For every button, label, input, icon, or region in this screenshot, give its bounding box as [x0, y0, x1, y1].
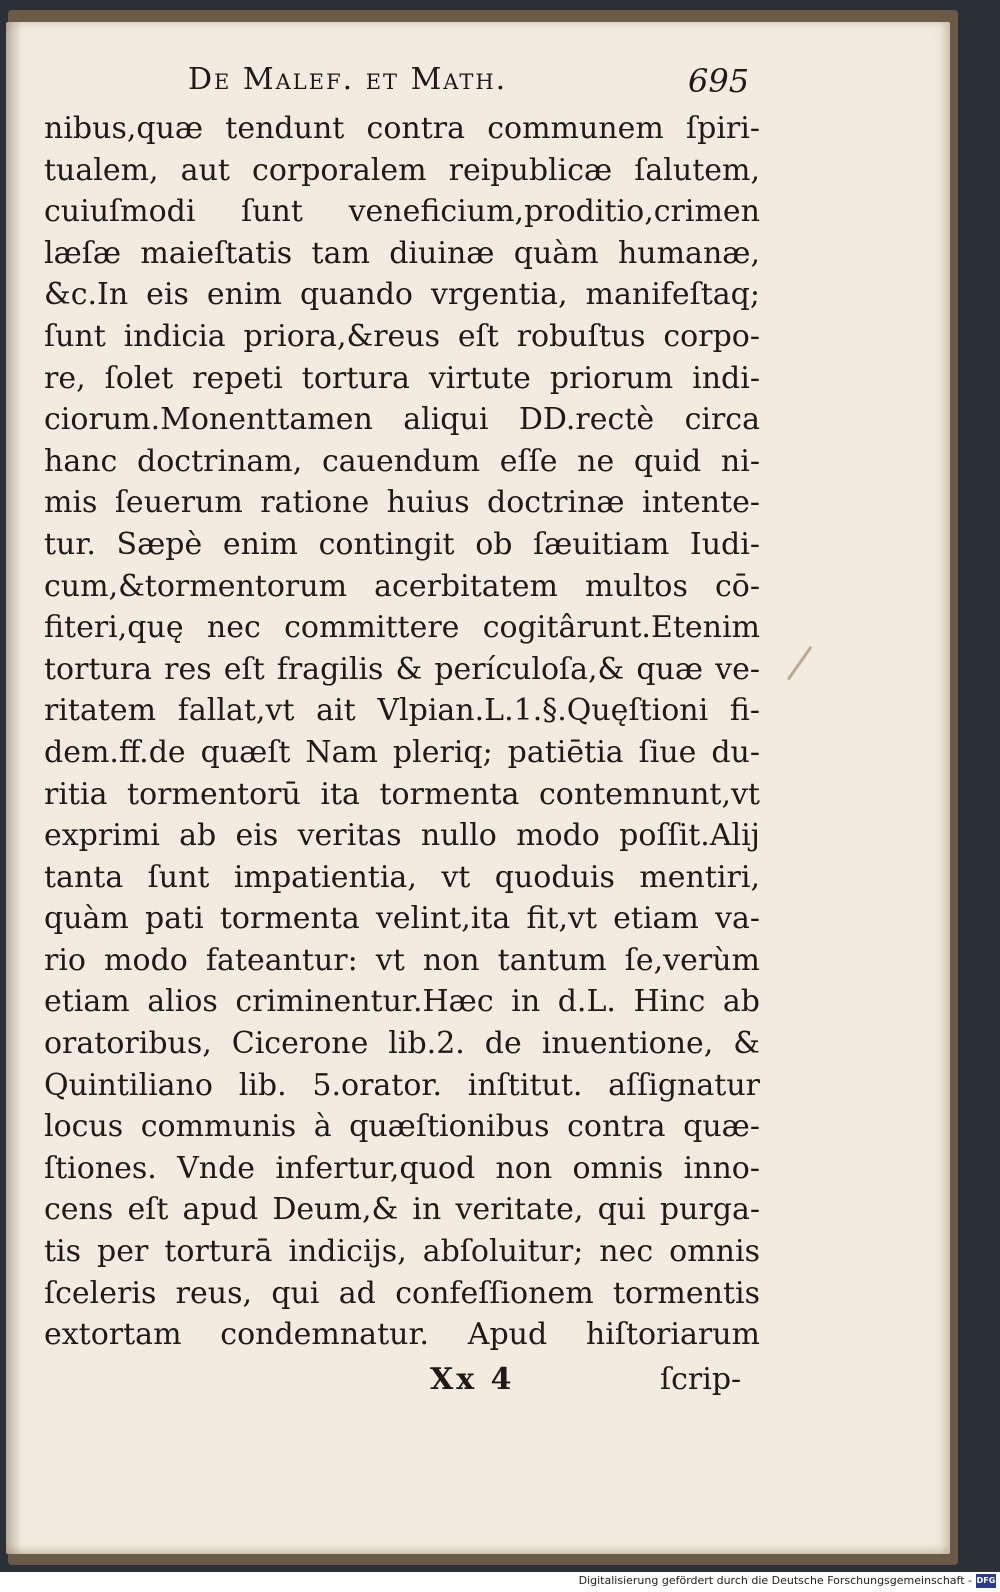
text-line: ritatem fallat,vt ait Vlpian.L.1.§.Quęſtioni fi- — [44, 693, 760, 729]
text-line: nibus,quæ tendunt contra communem ſpiri- — [44, 111, 760, 146]
catchword: ſcrip- — [660, 1362, 742, 1397]
text-line: Quintiliano lib. 5.orator. inſtitut. aſſignatur — [44, 1067, 760, 1103]
text-line: tortura res eſt fragilis & perículoſa,& quæ ve- — [44, 651, 760, 687]
text-line: etiam alios criminentur.Hæc in d.L. Hinc ab — [44, 984, 760, 1020]
text-line: ciorum.Monenttamen aliqui DD.rectè circa — [44, 402, 760, 438]
text-line: rio modo fateantur: vt non tantum ſe,verùm — [44, 942, 760, 978]
text-line: tualem, aut corporalem reipublicæ ſalutem, — [44, 152, 760, 188]
text-line: dem.ff.de quæſt Nam pleriq; patiētia ſiue du- — [44, 734, 760, 770]
text-line: extortam condemnatur. Apud hiſtoriarum — [44, 1317, 760, 1353]
page-number: 695 — [688, 62, 750, 100]
text-line: ritia tormentorū ita tormenta contemnunt,vt — [44, 776, 760, 812]
text-line: exprimi ab eis veritas nullo modo poſſit.Alij — [44, 818, 760, 854]
funding-credit: Digitalisierung gefördert durch die Deutsche Forschungsgemeinschaft - — [578, 1574, 972, 1587]
dfg-logo: DFG — [976, 1574, 996, 1588]
page-gutter-shadow — [6, 22, 22, 1554]
text-line: &c.In eis enim quando vrgentia, manifeſtaq; — [44, 277, 760, 313]
text-line: fiteri,quę nec committere cogitârunt.Etenim — [44, 610, 760, 646]
text-line: locus communis à quæſtionibus contra quæ- — [44, 1109, 760, 1145]
text-line: mis ſeuerum ratione huius doctrinæ intente- — [44, 485, 760, 521]
text-line: tis per torturā indicijs, abſoluitur; nec omnis — [44, 1234, 760, 1270]
text-line: quàm pati tormenta velint,ita fit,vt etiam va- — [44, 901, 760, 937]
text-line: tanta ſunt impatientia, vt quoduis mentiri, — [44, 859, 760, 895]
text-line: cuiuſmodi ſunt veneficium,proditio,crimen — [44, 194, 760, 230]
text-line: ſtiones. Vnde infertur,quod non omnis inno- — [44, 1150, 760, 1186]
text-line: cens eſt apud Deum,& in veritate, qui purga- — [44, 1192, 760, 1228]
text-line: re, ſolet repeti tortura virtute priorum indi- — [44, 360, 760, 396]
text-line: hanc doctrinam, cauendum eſſe ne quid ni- — [44, 443, 760, 479]
text-line: ſunt indicia priora,&reus eſt robuſtus corpo- — [44, 318, 760, 354]
signature-line — [430, 1362, 750, 1406]
running-head: De Malef. et Math. — [188, 62, 508, 97]
text-line: oratoribus, Cicerone lib.2. de inuentione, & — [44, 1026, 760, 1062]
signature-mark: Xx 4 — [430, 1362, 515, 1397]
text-line: ſceleris reus, qui ad confeſſionem tormentis — [44, 1275, 760, 1311]
text-line: læſæ maieſtatis tam diuinæ quàm humanæ, — [44, 235, 760, 271]
body-text — [44, 108, 760, 1356]
text-line: cum,&tormentorum acerbitatem multos cō- — [44, 568, 760, 604]
text-line: tur. Sæpè enim contingit ob ſæuitiam Iudi- — [44, 526, 760, 562]
